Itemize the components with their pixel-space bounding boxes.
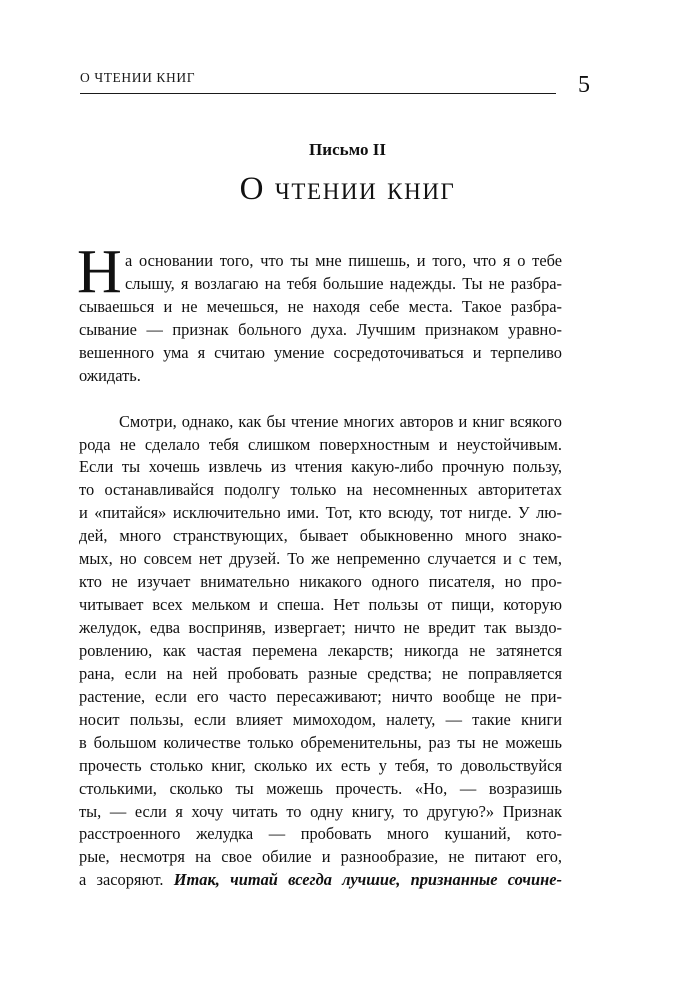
text-line: ты, — если я хочу читать то одну книгу, то другую?» Признак: [79, 801, 562, 821]
text-line: дей, много странствующих, бывает обыкновенно много знако-: [79, 526, 562, 546]
running-title: О ЧТЕНИИ КНИГ: [80, 70, 196, 85]
text-line: в большом количестве только обременительны, раз ты не можешь: [79, 732, 562, 752]
emphasized-text: Итак, читай всегда лучшие, признанные сочине-: [173, 870, 562, 890]
text-line: читывает всех мельком и спеша. Нет пользы от пищи, которую: [79, 595, 562, 615]
text-line: растение, если его часто пересаживают; ничто вообще не при-: [79, 686, 562, 706]
chapter-title: О чтении книг: [239, 171, 456, 207]
text-line: желудок, едва восприняв, извергает; ничто не вредит так выздо-: [79, 618, 562, 637]
text-line: носит пользы, если влияет мимоходом, налету, — такие книги: [79, 709, 562, 729]
text-run: а засоряют.: [79, 870, 164, 890]
text-line: прочесть столько книг, сколько их есть у тебя, то довольствуйся: [79, 755, 562, 775]
text-line: вешенного ума я считаю умение сосредоточиваться и терпеливо: [79, 342, 562, 362]
text-line: ровлению, как частая перемена лекарств; никогда не затянется: [79, 640, 562, 660]
text-line: ожидать.: [79, 365, 141, 385]
text-line: Если ты хочешь извлечь из чтения какую-либо прочную пользу,: [79, 457, 562, 477]
text-line: а основании того, что ты мне пишешь, и того, что я о тебе: [125, 251, 562, 270]
letter-label: Письмо II: [309, 140, 386, 159]
text-line: рана, если на ней пробовать разные средства; не поправляется: [79, 663, 562, 683]
page-number: 5: [578, 72, 590, 98]
text-line: мых, но совсем нет друзей. То же непременно случается и с тем,: [79, 549, 562, 569]
paragraph-gap: [79, 388, 562, 411]
drop-cap: Н: [77, 238, 122, 306]
text-line: сывание — признак больного духа. Лучшим признаком уравно-: [79, 319, 562, 339]
header-rule: [80, 93, 556, 94]
text-line: рые, несмотря на свое обилие и разнообразие, не питают его,: [79, 847, 562, 867]
body-text: [79, 250, 562, 892]
text-line: кто не изучает внимательно никакого одного писателя, но про-: [79, 572, 562, 592]
text-line: столькими, сколько ты можешь прочесть. «Но, — возразишь: [79, 778, 562, 798]
text-line: рода не сделало тебя слишком поверхностным и неустойчивым.: [79, 434, 562, 454]
text-line: Смотри, однако, как бы чтение многих авторов и книг всякого: [119, 411, 562, 431]
paragraph-2: [79, 411, 562, 893]
text-line: и «питайся» исключительно ими. Тот, кто всюду, тот нигде. У лю-: [79, 503, 562, 523]
paragraph-1: [79, 250, 562, 388]
text-line: расстроенного желудка — пробовать много кушаний, кото-: [79, 824, 562, 844]
text-line: сываешься и не мечешься, не находя себе места. Такое разбра-: [79, 296, 562, 316]
text-line: [79, 869, 562, 892]
text-line: то останавливайся подолгу только на несомненных авторитетах: [79, 480, 562, 500]
text-line: слышу, я возлагаю на тебя большие надежды. Ты не разбра-: [125, 273, 562, 293]
